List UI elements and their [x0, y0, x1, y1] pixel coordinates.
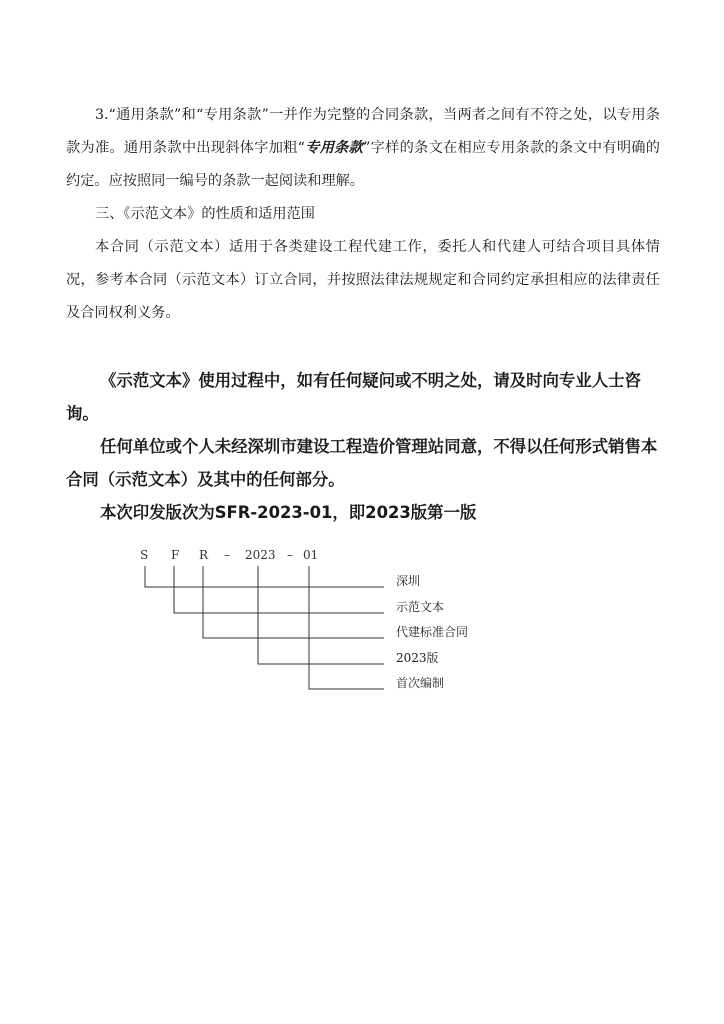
- code-part-f: F: [171, 548, 180, 562]
- clause-3-text-b: ”字样的条文在相应专用条款的条文中有明确的约定。应按照同一编号的条款一起阅读和理解。: [66, 140, 660, 189]
- notice-edition: 本次印发版次为SFR-2023-01，即2023版第一版: [100, 503, 477, 522]
- clause-3-emphasis: 专用条款: [304, 140, 364, 156]
- notice-copyright: 任何单位或个人未经深圳市建设工程造价管理站同意，不得以任何形式销售本合同（示范文本）及其中的任何部分。: [66, 437, 658, 489]
- code-part-year: 2023: [245, 548, 276, 562]
- code-part-serial: 01: [303, 548, 319, 562]
- label-2023-edition: 2023版: [396, 651, 439, 665]
- line-f: [174, 566, 384, 613]
- code-part-dash-2: –: [287, 548, 293, 562]
- code-part-dash-1: –: [224, 548, 230, 562]
- line-serial: [309, 566, 384, 689]
- line-r: [203, 566, 384, 638]
- paragraph-scope: 本合同（示范文本）适用于各类建设工程代建工作，委托人和代建人可结合项目具体情况，参考本合同（示范文本）订立合同，并按照法律法规规定和合同约定承担相应的法律责任及合同权利义务。: [66, 239, 660, 321]
- label-shenzhen: 深圳: [396, 574, 421, 588]
- notice-consultation: 《示范文本》使用过程中，如有任何疑问或不明之处，请及时向专业人士咨询。: [66, 371, 641, 423]
- label-model-text: 示范文本: [396, 600, 445, 614]
- label-standard-contract: 代建标准合同: [396, 625, 469, 639]
- line-s: [145, 566, 384, 587]
- line-year: [258, 566, 384, 664]
- code-part-r: R: [199, 548, 209, 562]
- clause-3-text-a: 3.“通用条款”和“专用条款”一并作为完整的合同条款，当两者之间有不符之处，以专用条款为准。通用条款中出现斜体字加粗“: [66, 107, 660, 156]
- code-part-s: S: [140, 548, 149, 562]
- section-heading-3: 三、《示范文本》的性质和适用范围: [95, 206, 315, 222]
- label-first-draft: 首次编制: [396, 676, 445, 690]
